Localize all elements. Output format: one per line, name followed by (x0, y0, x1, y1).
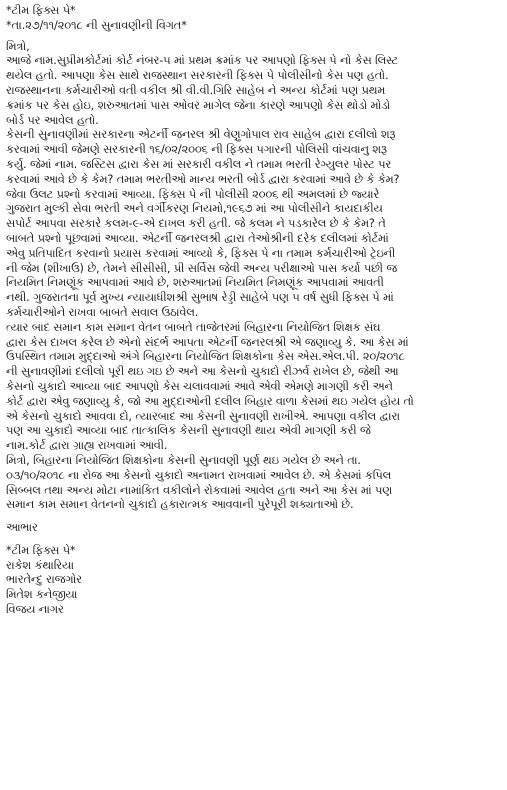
paragraph-line: મિત્રો, બિહારના નિયોજિત શિક્ષકોના કેસની સુનાવણી પૂર્ણ થઇ ગયેલ છે અને તા. (6, 453, 361, 467)
paragraph-line: ૦૩/૧૦/૨૦૧૮ ના રોજ આ કેસનો ચુકાદો અનામત રાખવામાં આવેલ છે. એ કેસમાં કપિલ (6, 468, 392, 482)
signature-block (6, 544, 501, 618)
signature-team: *ટીમ ફિક્સ પે* (6, 543, 76, 557)
paragraph-line: બાબતે પ્રશ્નો પૂછવામાં આવ્યા. એટર્ની જનરલશ્રી દ્વારા તેઓશ્રીની દરેક દલીલમાં કોર્ટમાં (6, 231, 389, 245)
paragraph-line: ગુજરાત મુલ્કી સેવા ભરતી અને વર્ગીકરણ નિયમો,૧૯૬૭ માં આ પોલીસીને કાયદાકીય (6, 202, 383, 216)
paragraph-line: ત્યાર બાદ સમાન કામ સમાન વેતન બાબતે તાજેતરમાં બિહારના નિયોજિત શિક્ષક સંઘ (6, 320, 381, 334)
header-title: *ટીમ ફિક્સ પે* (6, 4, 76, 17)
paragraph-line: સમાન કામ સમાન વેતનનો ચુકાદો હકારાત્મક આવવાની પુરેપૂરી શક્યતાઓ છે. (6, 498, 354, 512)
paragraph-line: રાજસ્થાનના કર્મચારીઓ વતી વકીલ શ્રી વી.વી.ગિરિ સાહેબ ને અન્ય કોર્ટમાં પણ પ્રથમ (6, 83, 386, 97)
paragraph-line: એવુ પ્રતિપાદિત કરવાનો પ્રયાસ કરવામાં આવ્યો કે, ફિક્સ પે ના તમામ કર્મચારીઓ ટ્રેઇની (6, 246, 396, 260)
paragraph-line: પણ આ ચુકાદો આવ્યા બાદ તાત્કાલિક કેસની સુનાવણી થાય એવી માગણી કરી જે (6, 424, 371, 438)
paragraph-line: કરવામાં આવે છે કે કેમ? તમામ ભરતીઓ માન્ય ભરતી બોર્ડ દ્વારા કરવામાં આવે છે કે કેમ? (6, 172, 400, 186)
paragraph-line: સપોર્ટ આપવા સરકારે કલમ-૯-એ દાખલ કરી હતી. જે કલમ ને પડકારેલ છે કે કેમ? તે (6, 217, 386, 231)
paragraph-line: કેસનો ચુકાદો આવ્યા બાદ આપણો કેસ ચલાવવામાં આવે એવી એમણે માગણી કરી અને (6, 379, 393, 393)
paragraph-line: કર્મચારીઓને રાખવા બાબતે સવાલ ઉઠાવેલ. (6, 305, 199, 319)
paragraph-line: સિબ્બલ તથા અન્ય મોટા નામાંકિત વકીલોને રોકવામાં આવેલ હતા અને આ કેસ માં પણ (6, 483, 392, 497)
paragraph-line: ની જેમ (શીખાઉ) છે, તેમને સીસીસી, પ્રી સર્વિસ જેવી અન્ય પરીક્ષાઓ પાસ કર્યા પછી જ (6, 261, 397, 275)
paragraph-line: આજે નામ.સુપ્રીમકોર્ટમાં કોર્ટ નંબર-૫ માં પ્રથમ ક્રમાંક પર આપણો ફિક્સ પે નો કેસ લિસ્ટ (6, 54, 399, 68)
paragraph-line: નામ.કોર્ટ દ્વારા ગ્રાહ્ય રાખવામાં આવી. (6, 439, 168, 453)
paragraph-line: થયેલ હતો. આપણા કેસ સાથે રાજસ્થાન સરકારની ફિક્સ પે પોલીસીનો કેસ પણ હતો. (6, 69, 389, 83)
paragraph-line: ની સુનાવણીમાં દલીલો પૂરી થઇ ગઇ છે અને આ કેસનો ચુકાદો રીઝર્વ રાખેલ છે, જેથી આ (6, 365, 399, 379)
paragraph-line: કેસની સુનાવણીમાં સરકારના એટર્ની જનરલ શ્રી વેણુગોપાલ રાવ સાહેબ દ્વારા દલીલો શરૂ (6, 128, 396, 142)
paragraph-line: કોર્ટ દ્વારા એવુ જણાવ્યુ કે, જો આ મુદ્દાઓની દલીલ બિહાર વાળા કેસમાં થઇ ગયેલ હોય તો (6, 394, 414, 408)
closing-thanks: આભાર (6, 521, 38, 535)
signature-name: ભારતેન્દુ રાજગોર (6, 573, 82, 587)
paragraph-line: ક્રમાંક પર કેસ હોઇ, શરુઆતમાં પાસ ઓવર માગેલ જેના કારણે આપણો કેસ થોડો મોડો (6, 98, 391, 112)
paragraph-line: ઉપસ્થિત તમામ મુદ્દાઓ અંગે બિહારના નિયોજિત શિક્ષકોના કેસ એસ.એલ.પી. ૨૦/૨૦૧૮ (6, 350, 405, 364)
paragraph-line: બોર્ડ પર આવેલ હતો. (6, 113, 99, 127)
paragraph-line: જેવા ઉલટ પ્રશ્નો કરવામાં આવ્યા. ફિક્સ પે ની પોલીસી ૨૦૦૬ થી અમલમાં છે જ્યારે (6, 187, 380, 201)
paragraph-bihar-case (6, 321, 501, 454)
header-subtitle: *તા.૨૭/૧૧/૨૦૧૮ ની સુનાવણીની વિગત* (6, 18, 187, 32)
paragraph-line: કર્યુ. જેમાં નામ. જસ્ટિસ દ્વારા કેસ માં સરકારી વકીલ ને તમામ ભરતી રેગ્યુલર પોસ્ટ પર (6, 157, 392, 171)
paragraph-line: દ્વારા કેસ દાખલ કરેલ છે એનો સંદર્ભ આપતા એટર્ની જનરલશ્રી એ જણાવ્યુ કે. આ કેસ માં (6, 335, 409, 349)
paragraph-conclusion (6, 454, 501, 513)
paragraph-line: નથી. ગુજરાતના પૂર્વ મુખ્ય ન્યાયાધીશશ્રી સુભાષ રેડ્ડી સાહેબે પણ ૫ વર્ષ સુધી ફિક્સ પે માં (6, 291, 394, 305)
paragraph-line: નિયમિત નિમણૂંક આપવામાં આવે છે, શરુઆતમાં નિયમિત નિમણૂંક આપવામાં આવતી (6, 276, 384, 290)
paragraph-intro (6, 54, 501, 128)
signature-name: વિજય નાગર (6, 603, 64, 617)
paragraph-attorney-general (6, 128, 501, 320)
paragraph-line: એ કેસનો ચુકાદો આવવા દો, ત્યારબાદ આ કેસની સુનાવણી રાખીએ. આપણા વકીલ દ્વારા (6, 409, 400, 423)
greeting: મિત્રો, (6, 39, 30, 53)
signature-name: રાકેશ કંથારિયા (6, 558, 74, 572)
signature-name: મિતેશ કનેજીયા (6, 588, 78, 602)
paragraph-line: કરવામાં આવી જેમણે સરકારની ૧૬/૦૨/૨૦૦૬ ની ફિક્સ પગારની પોલિસી વાંચવાનુ શરૂ (6, 143, 387, 157)
